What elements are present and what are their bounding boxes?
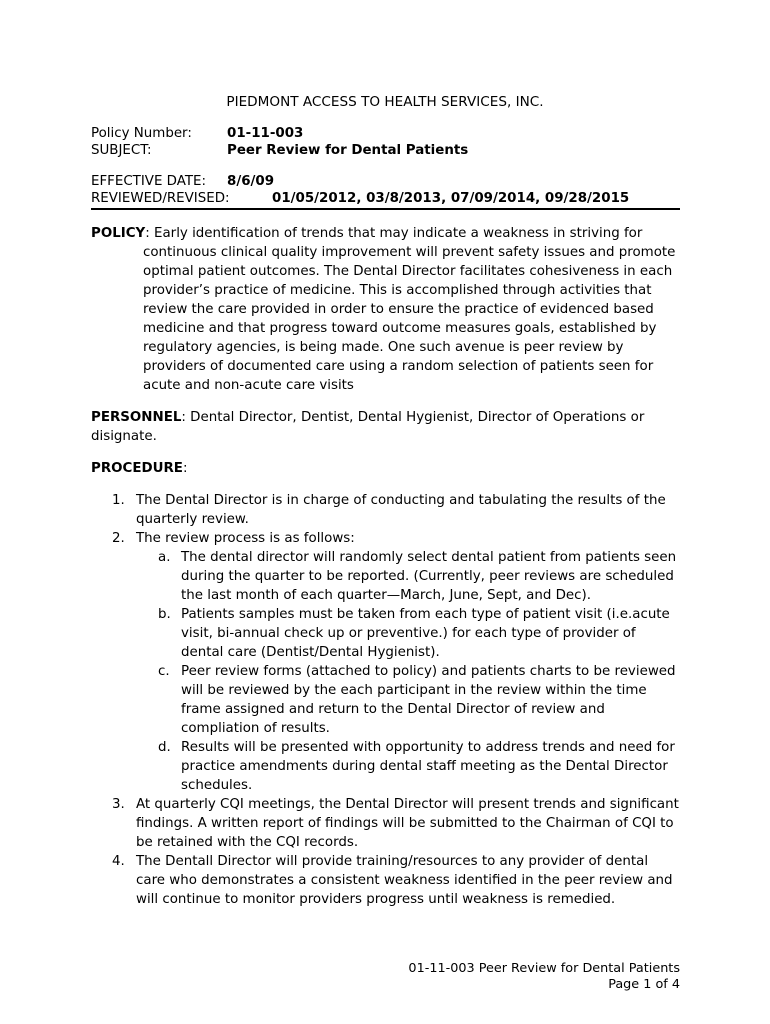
procedure-heading: [91, 459, 681, 478]
procedure-label: PROCEDURE: [91, 461, 183, 476]
review-process-substeps: [136, 548, 681, 795]
reviewed-dates: 01/05/2012, 03/8/2013, 07/09/2014, 09/28/2015: [272, 191, 630, 206]
step-text: At quarterly CQI meetings, the Dental Director will present trends and significant findings. A written report of findings will be submitted to the Chairman of CQI to be retained with the CQI records.: [136, 797, 679, 850]
page-footer: [408, 961, 680, 993]
step-text: The review process is as follows:: [136, 531, 355, 546]
list-item: [91, 491, 681, 529]
step-number: 2.: [112, 531, 125, 546]
effective-date-value: 8/6/09: [227, 174, 275, 189]
personnel-section: [91, 408, 681, 446]
subject-label: SUBJECT:: [91, 143, 152, 158]
list-item: [136, 738, 681, 795]
policy-number-label: Policy Number:: [91, 126, 192, 141]
substep-text: Results will be presented with opportunity to address trends and need for practice amendments during dental staff meeting as the Dental Director schedules.: [181, 740, 675, 793]
subject-value: Peer Review for Dental Patients: [227, 143, 469, 158]
footer-page-number: Page 1 of 4: [608, 977, 680, 992]
step-text: The Dentall Director will provide training/resources to any provider of dental care who demonstrates a consistent weakness identified in the peer review and will continue to monitor providers progress until weakness is remedied.: [136, 854, 673, 907]
list-item: [136, 605, 681, 662]
step-number: 1.: [112, 493, 125, 508]
reviewed-row: [91, 190, 630, 207]
footer-doc-title: 01-11-003 Peer Review for Dental Patients: [408, 961, 680, 976]
procedure-steps: [91, 491, 681, 909]
subject-row: [91, 142, 469, 159]
substep-letter: b.: [158, 607, 171, 622]
header-divider: [91, 208, 680, 210]
personnel-label: PERSONNEL: [91, 410, 182, 425]
substep-text: The dental director will randomly select dental patient from patients seen during the quarter to be reported. (Currently, peer reviews are scheduled the last month of each quarter—March, June, Sept, and Dec).: [181, 550, 677, 603]
substep-letter: a.: [158, 550, 171, 565]
step-text: The Dental Director is in charge of conducting and tabulating the results of the quarterly review.: [136, 493, 666, 527]
policy-number-row: [91, 125, 304, 142]
substep-letter: d.: [158, 740, 171, 755]
list-item: [91, 529, 681, 795]
reviewed-label: REVIEWED/REVISED:: [91, 191, 230, 206]
list-item: [136, 662, 681, 738]
procedure-colon: :: [182, 461, 188, 476]
step-number: 3.: [112, 797, 125, 812]
step-number: 4.: [112, 854, 125, 869]
personnel-text: : Dental Director, Dentist, Dental Hygienist, Director of Operations or disignate.: [91, 410, 645, 444]
policy-number-value: 01-11-003: [227, 126, 304, 141]
substep-letter: c.: [158, 664, 170, 679]
substep-text: Patients samples must be taken from each type of patient visit (i.e.acute visit, bi-annual check up or preventive.) for each type of provider of dental care (Dentist/Dental Hygienist).: [181, 607, 670, 660]
list-item: [136, 548, 681, 605]
list-item: [91, 852, 681, 909]
effective-date-row: [91, 173, 275, 190]
substep-text: Peer review forms (attached to policy) and patients charts to be reviewed will be reviewed by the each participant in the review within the time frame assigned and return to the Dental Director of review and compliation of results.: [181, 664, 676, 736]
organization-name: PIEDMONT ACCESS TO HEALTH SERVICES, INC.: [226, 94, 544, 110]
list-item: [91, 795, 681, 852]
policy-text: : Early identification of trends that may indicate a weakness in striving for continuous clinical quality improvement will prevent safety issues and promote optimal patient outcomes. The Dental Director facilitates cohesiveness in each provider’s practice of medicine. This is accomplished through activities that review the care provided in order to ensure the practice of evidenced based medicine and that progress toward outcome measures goals, established by regulatory agencies, is being made. One such avenue is peer review by providers of documented care using a random selection of patients seen for acute and non-acute care visits: [143, 226, 676, 393]
effective-date-label: EFFECTIVE DATE:: [91, 174, 207, 189]
policy-label: POLICY: [91, 226, 146, 241]
policy-section: [91, 224, 681, 395]
